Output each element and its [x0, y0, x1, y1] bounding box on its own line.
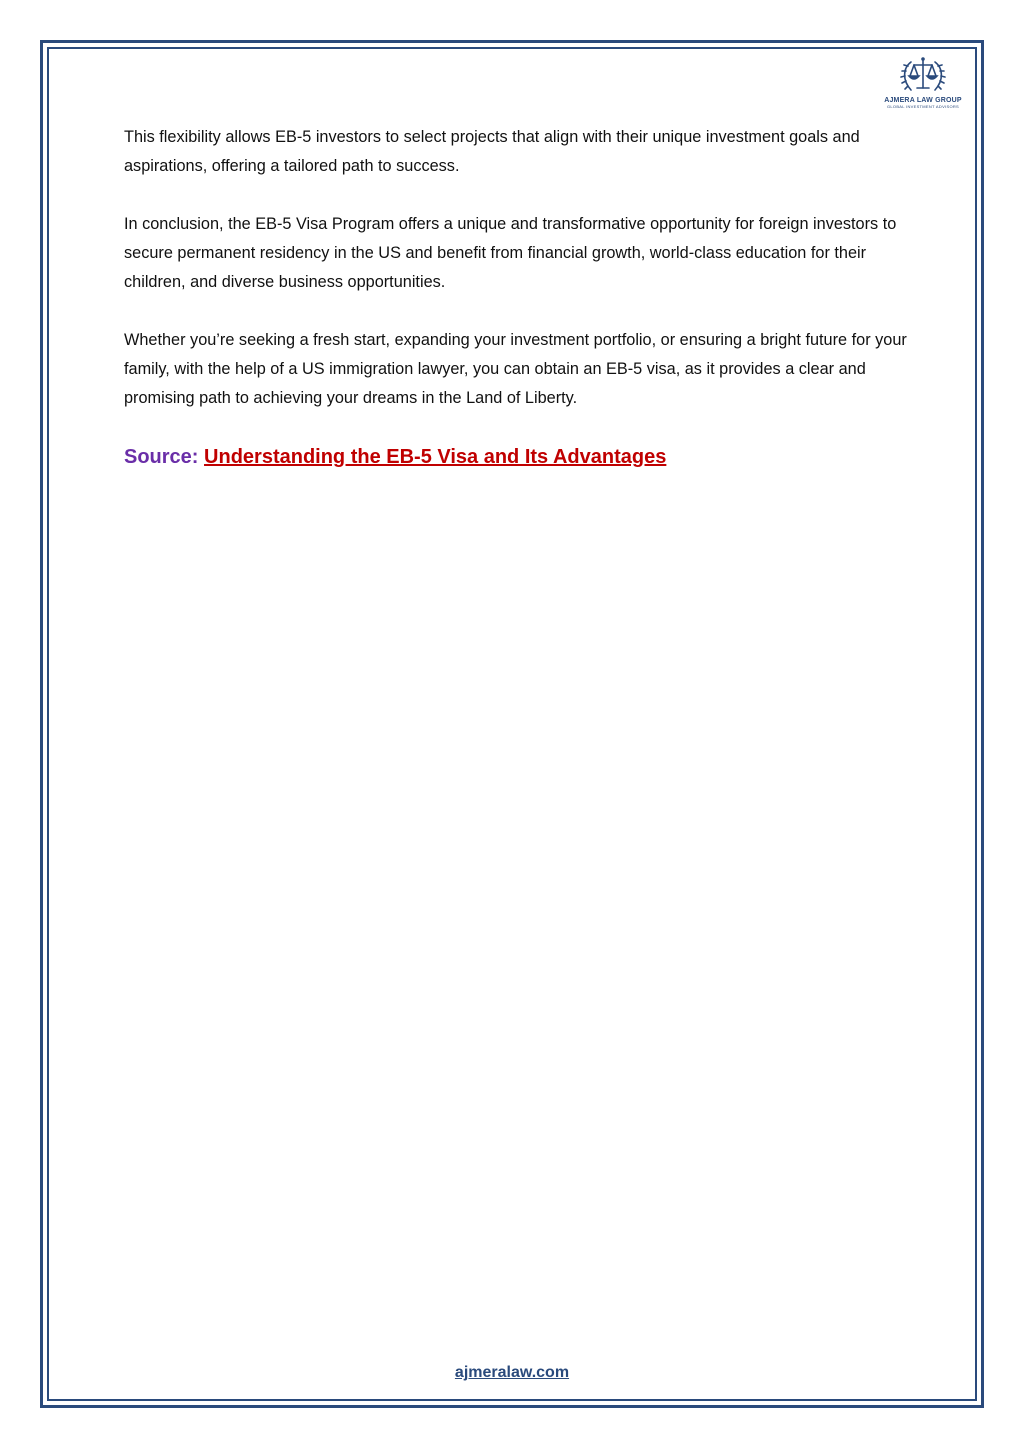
- paragraph-conclusion: In conclusion, the EB-5 Visa Program offers a unique and transformative opportunity for foreign investors to secure permanent residency in the US and benefit from financial growth, world-class education for their children, and diverse business opportunities.: [124, 215, 897, 291]
- scales-of-justice-laurel-icon: [897, 54, 949, 96]
- paragraph-whether: Whether you’re seeking a fresh start, expanding your investment portfolio, or ensuring a bright future for your family, with the help of a US immigration lawyer, you can obtain an EB-5 visa, as it provides a clear and promising path to achieving your dreams in the Land of Liberty.: [124, 331, 907, 407]
- footer: [0, 1364, 1024, 1382]
- source-label: Source:: [124, 446, 199, 468]
- company-logo: [868, 54, 978, 120]
- paragraph-flexibility: This flexibility allows EB-5 investors to select projects that align with their unique investment goals and aspirations, offering a tailored path to success.: [124, 128, 860, 175]
- logo-tagline: GLOBAL INVESTMENT ADVISORS: [886, 104, 960, 109]
- source-link[interactable]: Understanding the EB-5 Visa and Its Advantages: [204, 446, 667, 468]
- source-line: [124, 442, 914, 472]
- document-body: [124, 123, 914, 472]
- logo-name: AJMERA LAW GROUP: [884, 97, 962, 104]
- footer-website-link[interactable]: ajmeralaw.com: [454, 1364, 570, 1381]
